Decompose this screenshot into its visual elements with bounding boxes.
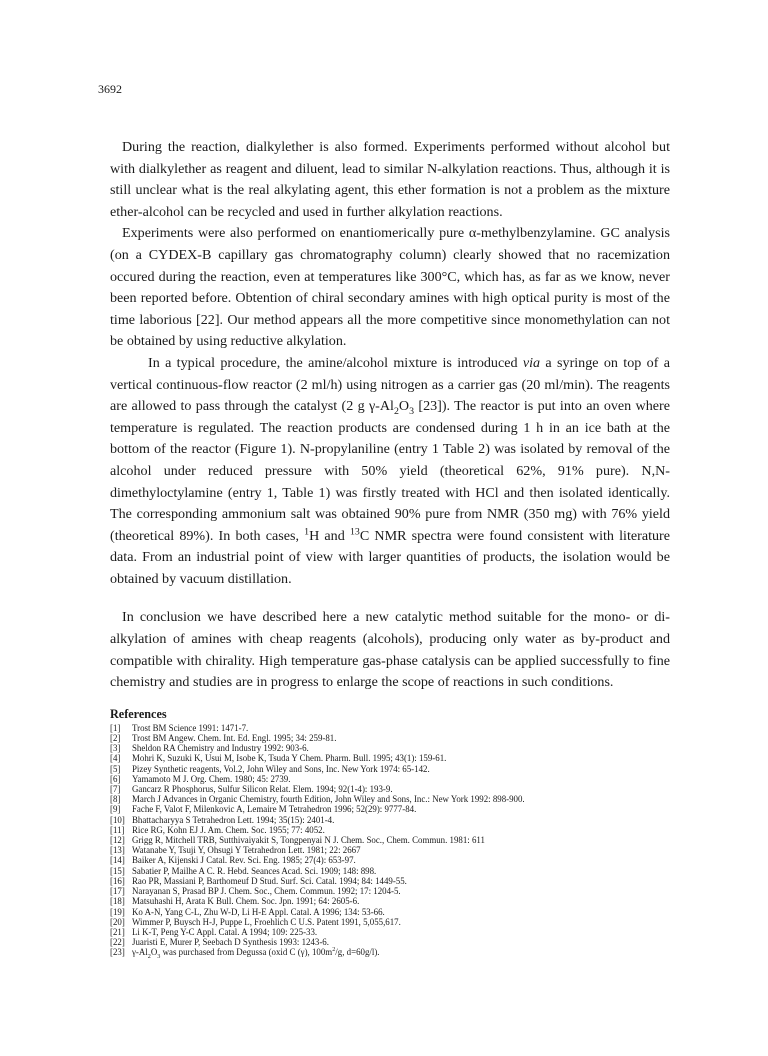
reference-text: Baiker A, Kijenski J Catal. Rev. Sci. Eng. 1985; 27(4): 653-97. — [132, 855, 356, 866]
reference-number: [6] — [110, 773, 121, 784]
reference-number: [19] — [110, 906, 125, 917]
reference-item — [110, 917, 670, 927]
reference-number: [21] — [110, 926, 125, 937]
procedure-sup-1: 1 — [304, 526, 310, 537]
reference-number: [4] — [110, 753, 121, 764]
reference-number: [23] — [110, 947, 125, 958]
reference-number: [18] — [110, 896, 125, 907]
reference-number: [17] — [110, 886, 125, 897]
ref23-sub-1: 2 — [147, 953, 151, 961]
reference-item — [110, 886, 670, 896]
paragraph-conclusion: In conclusion we have described here a new catalytic method suitable for the mono- or di-alkylation of amines with cheap reagents (alcohols), producing only water as by-product and compatible with chirality. High temperature gas-phase catalysis can be applied successfully to fine chemistry and studies are in progress to enlarge the scope of reactions in such conditions. — [110, 609, 670, 691]
reference-number: [10] — [110, 814, 125, 825]
references-list — [110, 722, 670, 961]
reference-item — [110, 896, 670, 906]
reference-number: [5] — [110, 763, 121, 774]
reference-item — [110, 794, 670, 804]
reference-text: Ko A-N, Yang C-L, Zhu W-D, Li H-E Appl. Catal. A 1996; 134: 53-66. — [132, 906, 385, 917]
reference-number: [16] — [110, 875, 125, 886]
reference-item — [110, 937, 670, 947]
reference-text: Juaristi E, Murer P, Seebach D Synthesis 1993: 1243-6. — [132, 937, 329, 948]
reference-item — [110, 723, 670, 733]
reference-text: Trost BM Science 1991: 1471-7. — [132, 722, 249, 733]
reference-text: Sheldon RA Chemistry and Industry 1992: 903-6. — [132, 743, 309, 754]
reference-text: Bhattacharyya S Tetrahedron Lett. 1994; 35(15): 2401-4. — [132, 814, 335, 825]
paragraph-procedure — [110, 353, 670, 591]
reference-text: Pizey Synthetic reagents, Vol.2, John Wiley and Sons, Inc. New York 1974: 65-142. — [132, 763, 430, 774]
procedure-sub-1: 2 — [393, 405, 399, 417]
reference-item — [110, 927, 670, 937]
reference-item — [110, 946, 670, 961]
ref23-text-d: /g, d=60g/l). — [335, 947, 380, 958]
reference-number: [3] — [110, 743, 121, 754]
reference-number: [11] — [110, 824, 125, 835]
reference-item — [110, 764, 670, 774]
reference-number: [22] — [110, 937, 125, 948]
reference-item — [110, 907, 670, 917]
procedure-via: via — [522, 354, 541, 371]
reference-item — [110, 784, 670, 794]
paragraph-dialkylether: During the reaction, dialkylether is also formed. Experiments performed without alcohol but with dialkylether as reagent and diluent, lead to similar N-alkylation reactions. Thus, although it is still unclear what is the real alkylating agent, this ether formation is not a problem as the mixture ether-alcohol can be recycled and used in further alkylation reactions. — [110, 139, 670, 220]
reference-item — [110, 835, 670, 845]
procedure-text-b: a syringe on top of a vertical continuous-flow reactor (2 ml/h) using nitrogen as a carrier gas (20 ml/min). The reagents are allowed to pass through the catalyst (2 g γ-Al — [110, 354, 670, 415]
procedure-text-f: C NMR spectra were found consistent with literature data. From an industrial point of view with larger quantities of products, the isolation would be obtained by vacuum distillation. — [110, 527, 670, 587]
references-heading: References — [110, 706, 167, 721]
reference-text: Grigg R, Mitchell TRB, Sutthivaiyakit S, Tongpenyai N J. Chem. Soc., Chem. Commun. 1981: 611 — [132, 835, 485, 846]
ref23-sub-2: 3 — [157, 953, 161, 961]
procedure-sub-2: 3 — [409, 405, 415, 417]
procedure-text-d: [23]). The reactor is put into an oven where temperature is regulated. The reaction products are condensed during 1 h in an ice bath at the bottom of the reactor (Figure 1). N-propylaniline (entry 1 Table 2) was isolated by removal of the alcohol under reduced pressure with 50% yield (theoretical 62%, 91% pure). N,N-dimethyloctylamine (entry 1, Table 1) was firstly treated with HCl and then isolated identically. The corresponding ammonium salt was obtained 90% pure from NMR (350 mg) with 76% yield (theoretical 89%). In both cases, — [110, 398, 670, 544]
reference-text: Matsuhashi H, Arata K Bull. Chem. Soc. Jpn. 1991; 64: 2605-6. — [132, 896, 360, 907]
paragraph-enantiomer: Experiments were also performed on enantiomerically pure α-methylbenzylamine. GC analysis (on a CYDEX-B capillary gas chromatography column) clearly showed that no racemization occured during the reaction, even at temperatures like 300°C, which has, as far as we know, never been reported before. Obtention of chiral secondary amines with high optical purity is most of the time laborious [22]. Our method appears all the more competitive since monomethylation can not be obtained by using reductive alkylation. — [110, 225, 670, 350]
reference-text: March J Advances in Organic Chemistry, fourth Edition, John Wiley and Sons, Inc.: New York 1992: 898-900. — [132, 794, 525, 805]
reference-item — [110, 753, 670, 763]
reference-text: Trost BM Angew. Chem. Int. Ed. Engl. 1995; 34: 259-81. — [132, 733, 337, 744]
reference-text: Mohri K, Suzuki K, Usui M, Isobe K, Tsuda Y Chem. Pharm. Bull. 1995; 43(1): 159-61. — [132, 753, 447, 764]
page-number: 3692 — [98, 82, 122, 96]
reference-number: [2] — [110, 733, 121, 744]
reference-number: [12] — [110, 835, 125, 846]
procedure-sup-2: 13 — [349, 526, 360, 537]
ref23-text-a: γ-Al — [132, 947, 148, 958]
reference-item — [110, 774, 670, 784]
reference-item — [110, 743, 670, 753]
reference-item — [110, 815, 670, 825]
reference-item — [110, 733, 670, 743]
reference-text: Wimmer P, Buysch H-J, Puppe L, Froehlich C U.S. Patent 1991, 5,055,617. — [132, 916, 401, 927]
reference-text: Li K-T, Peng Y-C Appl. Catal. A 1994; 109: 225-33. — [132, 926, 318, 937]
reference-number: [14] — [110, 855, 125, 866]
reference-number: [7] — [110, 784, 121, 795]
reference-item — [110, 845, 670, 855]
reference-text: Rao PR, Massiani P, Barthomeuf D Stud. Surf. Sci. Catal. 1994; 84: 1449-55. — [132, 875, 407, 886]
reference-number: [20] — [110, 916, 125, 927]
ref23-sup-1: 2 — [332, 946, 336, 954]
procedure-text-a: In a typical procedure, the amine/alcohol mixture is introduced — [148, 354, 523, 371]
ref23-text-b: O — [150, 947, 158, 958]
reference-text: Watanabe Y, Tsuji Y, Ohsugi Y Tetrahedron Lett. 1981; 22: 2667 — [132, 845, 361, 856]
reference-number: [13] — [110, 845, 125, 856]
article-body — [110, 137, 670, 961]
reference-text: Gancarz R Phosphorus, Sulfur Silicon Relat. Elem. 1994; 92(1-4): 193-9. — [132, 784, 393, 795]
reference-number: [1] — [110, 722, 121, 733]
reference-item — [110, 876, 670, 886]
reference-number: [15] — [110, 865, 125, 876]
reference-text: Fache F, Valot F, Milenkovic A, Lemaire M Tetrahedron 1996; 52(29): 9777-84. — [132, 804, 417, 815]
procedure-text-e: H and — [309, 527, 350, 544]
reference-item — [110, 825, 670, 835]
reference-item — [110, 855, 670, 865]
reference-text: Sabatier P, Mailhe A C. R. Hebd. Seances Acad. Sci. 1909; 148: 898. — [132, 865, 377, 876]
reference-item — [110, 866, 670, 876]
reference-text: Yamamoto M J. Org. Chem. 1980; 45: 2739. — [132, 773, 291, 784]
reference-number: [9] — [110, 804, 121, 815]
reference-number: [8] — [110, 794, 121, 805]
reference-text: Narayanan S, Prasad BP J. Chem. Soc., Chem. Commun. 1992; 17: 1204-5. — [132, 886, 401, 897]
procedure-text-c: O — [398, 398, 410, 415]
reference-text: Rice RG, Kohn EJ J. Am. Chem. Soc. 1955; 77: 4052. — [132, 824, 325, 835]
ref23-text-c: was purchased from Degussa (oxid C (γ), 100m — [160, 947, 333, 958]
reference-item — [110, 804, 670, 814]
reference-text — [132, 946, 670, 961]
